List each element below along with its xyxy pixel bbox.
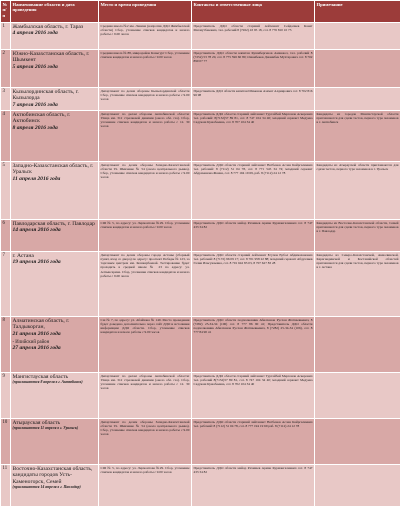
place-cell: Департамент по делам обороны Западно-Казахстанской области Ул. Шевченко № 54 (около центрального рынка). Сбор, уточнение списков кандидатов и начало работы с 9.00 часов <box>99 419 192 465</box>
place-cell: Департамент по делам обороны города Астаны (сборный пункт, вход со двора) по адресу: проспект Победы № 123, за торговым центром им. Кошкарбаевой. Тестирование будет проходить в средней школе № 23 по адресу: ул. Алтынсарина. Сбор, уточнение списков кандидатов и начало работы с 9.00 часов <box>99 252 192 317</box>
row-number: 9 <box>1 373 11 419</box>
table-header-row <box>1 1 400 23</box>
region-cell <box>11 220 99 252</box>
note-cell <box>315 373 400 419</box>
region-cell <box>11 252 99 317</box>
contacts-cell: Представитель ДДО области подполковник Абилханов Руслан Жатпаевкевич, 8 (7282) 25-34-34 (106) сот. 8 777 86 90 41; Представитель ДДО области подполковник Абилханов Руслан Жатпаевкевич, 8 (7282) 25-34-34 (106), сот. 8 777 84 90 41 <box>192 317 315 373</box>
contacts-cell: Представитель ДДО области майор Рахишев Арман Курмангалиевич сот. 8 747 433 34 82 <box>192 220 315 252</box>
header-place: Место и время проведения <box>99 1 192 23</box>
place-cell: СШ № 5, по адресу: ул. Лермонтова №29. Сбор, уточнение списков кандидатов и начало работы с 9.00 часов <box>99 465 192 507</box>
row-number: 3 <box>1 88 11 111</box>
region-date: 21 апреля 2016 года <box>13 331 97 337</box>
region-invite-note: (приглашаются 11 апреля в г. Уральск) <box>13 426 97 430</box>
region-name: Алматинская область, г. Талдыкорган, <box>13 318 97 331</box>
table-row <box>1 162 400 220</box>
place-cell: Департамент по делам обороны Актюбинской области: Улица им. 312 стрелковой дивизии (около обл. газ). Сбор, уточнение списков кандидатов и начало работы с 12. 30 часов <box>99 111 192 162</box>
contacts-cell: Представитель ДДО области старший лейтенант Сейдалиев Канат Махмутбекович, тел. рабочий 8 (7262) 43 95 18, сот. 8 776 810 10 73 <box>192 23 315 50</box>
table-row <box>1 111 400 162</box>
region-date: 11 апреля 2016 года <box>13 176 97 182</box>
note-cell <box>315 50 400 88</box>
place-cell: Департамент по делам обороны Кызылординской области Сбор, уточнение списков кандидатов и начало работы с 9.00 часов <box>99 88 192 111</box>
place-cell: Средняя школа №2 им. Ленина (напротив ДДО Жамбылской области) Сбор, уточнение списков кандидатов и начало работы с 9.00 часов <box>99 23 192 50</box>
table-row <box>1 23 400 50</box>
row-number: 2 <box>1 50 11 88</box>
region-date: 14 апреля 2016 года <box>13 227 97 233</box>
row-number: 10 <box>1 419 11 465</box>
region-name: Кызылординская область, г. Кызылорда <box>13 89 97 102</box>
header-note: Примечание <box>315 1 400 23</box>
row-number: 5 <box>1 162 11 220</box>
region-cell <box>11 23 99 50</box>
region-name: Атырауская область <box>13 420 97 426</box>
region-invite-note: (приглашаются 8 апреля в г. Актюбинск) <box>13 380 97 384</box>
note-cell <box>315 419 400 465</box>
table-row <box>1 88 400 111</box>
note-cell: Кандидаты из Атырауской области приглашаются для сдачи тестов, первого тура экзаменов в г. Уральск <box>315 162 400 220</box>
note-cell <box>315 88 400 111</box>
contacts-cell: Представитель ДДО области капитан Шаменов Азамат Алдиярович сот. 8 702 816 96 98 <box>192 88 315 111</box>
contacts-cell: Представитель ДДО области майор Рахишев Арман Курмангалиевич сот. 8 747 433 34 82 <box>192 465 315 507</box>
header-contacts: Контакты и ответственные лица <box>192 1 315 23</box>
note-cell: Кандидаты из городов Мангистауской области приглашаются для сдачи тестов, первого тура экзаменов в г. Актюбинск <box>315 111 400 162</box>
row-number: 7 <box>1 252 11 317</box>
header-region: Наименование области и дата проведения <box>11 1 99 23</box>
contacts-cell: Представитель ДДО области старший лейтенант Тургайбай Мергенов Аскерович тел. рабочий: 8(7132)57 89 81, сот. 8 747 104 34 40; младший сержант Медуева Садукаш Кужабаевна, сот. 8 707 104 34 40 <box>192 111 315 162</box>
table-row <box>1 465 400 507</box>
note-cell: Кандидаты из Восточно-Казахстанской области, Семей приглашаются для сдачи тестов, первого тура экзаменов в г. Павлодар <box>315 220 400 252</box>
region-name: Южно-Казахстанская область, г. Шымкент <box>13 51 97 64</box>
region-name: Павлодарская область, г. Павлодар <box>13 221 97 227</box>
contacts-cell: Представитель ДДО области старший лейтенант Нетбенов Аслан Кайргалиевич тел. рабочий: 8 (7112) 51 04 78, сот. 8 771 545 34 74; младший сержант Абдраманова Жанна, сот. 8 777 194 19 69, раб. 8 (7112) 24 12 78 <box>192 162 315 220</box>
note-cell <box>315 23 400 50</box>
table-row <box>1 419 400 465</box>
row-number: 8 <box>1 317 11 373</box>
place-cell: Средняя школа № 88, микрорайон Казыгурт Сбор, уточнение списков кандидатов и начало работы с 9.00 часов <box>99 50 192 88</box>
region-date: 7 апреля 2016 года <box>13 102 97 108</box>
note-cell <box>315 465 400 507</box>
region-invite-note: (приглашаются 14 апреля в г. Павлодар) <box>13 485 97 489</box>
region-name: Западно-Казахстанская область, г. Уральск <box>13 163 97 176</box>
table-row <box>1 317 400 373</box>
region-date: 5 апреля 2016 года <box>13 64 97 70</box>
region-extra: - Илийский район <box>13 340 97 345</box>
row-number: 4 <box>1 111 11 162</box>
row-number: 11 <box>1 465 11 507</box>
note-cell <box>315 317 400 373</box>
contacts-cell: Представитель ДДО области старший лейтенант Есупов Ербол Абдимаханович тел. рабочий: 8 (7172) 96 09 17; сот. 8 701 958 22 88; младший сержант Абдуалиев Галия Ильгужаевна, сот. 8 701 642 83 03, 8 707 627 83 28 <box>192 252 315 317</box>
table-row <box>1 220 400 252</box>
region-name: Восточно-Казахстанская область, кандидаты городов Усть-Каменогорск, Семей <box>13 466 97 485</box>
header-num: № п/п <box>1 1 11 23</box>
region-cell <box>11 111 99 162</box>
place-cell: Департамент по делам обороны Западно-Казахстанской области Ул. Шевченко № 54 (около центрального рынка). Сбор, уточнение списков кандидатов и начало работы с 9.00 часов <box>99 162 192 220</box>
region-date-2: 27 апреля 2016 года <box>13 345 97 351</box>
region-cell <box>11 465 99 507</box>
table-row <box>1 50 400 88</box>
contacts-cell: Представитель ДДО области старший лейтенант Нетбенов Аслан Кайргалиевич тел. рабочий: 8 (7112) 51 04 78, сот. 8 777 194 19 69 раб. 8 (7112) 24 12 78 <box>192 419 315 465</box>
place-cell: СШ № 5, по адресу: ул. Лермонтова №29. Сбор, уточнение списков кандидатов и начало работы с 9.00 часов <box>99 220 192 252</box>
region-name: Жамбылская область, г. Тараз <box>13 24 97 30</box>
region-date: 8 апреля 2016 года <box>13 125 97 131</box>
contacts-cell: Представитель ДДО области старший лейтенант Тургайбай Мергенов Аскерович тел. рабочий 8(7132)57 89 81, сот. 8 747 104 34 40; младший сержант Медуева Садукаш Кужабаевна, сот. 8 702 104 34 40 <box>192 373 315 419</box>
row-number: 6 <box>1 220 11 252</box>
region-cell <box>11 419 99 465</box>
place-cell: Сш № 7, по адресу: ул. Абайхана № 149. Место проведения будет доведено дополнительно через сайт ДДО и источники информации ДДО области. Сбор, уточнение списков кандидатов и начало работы с 9.00 часов <box>99 317 192 373</box>
region-name: Мангистауская область <box>13 374 97 380</box>
region-cell <box>11 88 99 111</box>
region-cell <box>11 373 99 419</box>
region-cell <box>11 50 99 88</box>
table-row <box>1 373 400 419</box>
row-number: 1 <box>1 23 11 50</box>
region-cell <box>11 162 99 220</box>
place-cell: Департамент по делам обороны Актюбинской области: Улица им. 312 стрелковой дивизии (около обл. газ). Сбор, уточнение списков кандидатов и начало работы с 12. 30 часов <box>99 373 192 419</box>
note-cell: Кандидаты из Северо-Казахстанской, Акмолинской, Карагандинской и Костанайской областей приглашаются для сдачи тестов, первого тура экзаменов в г. Астана <box>315 252 400 317</box>
contacts-cell: Представитель ДДО области капитан Кушибергенов Аманжол, тел. рабочий 8 (7252) 53 78 20, сот. 8 775 596 60 80; Ошаибеков Джанибек Мухтарович сот. 8 702 890 07 77 <box>192 50 315 88</box>
region-cell <box>11 317 99 373</box>
region-name: Актюбинская область, г. Актюбинск <box>13 112 97 125</box>
region-name: г. Астана <box>13 253 97 259</box>
table-row <box>1 252 400 317</box>
region-date: 19 апреля 2016 года <box>13 259 97 265</box>
region-date: 4 апреля 2016 года <box>13 30 97 36</box>
